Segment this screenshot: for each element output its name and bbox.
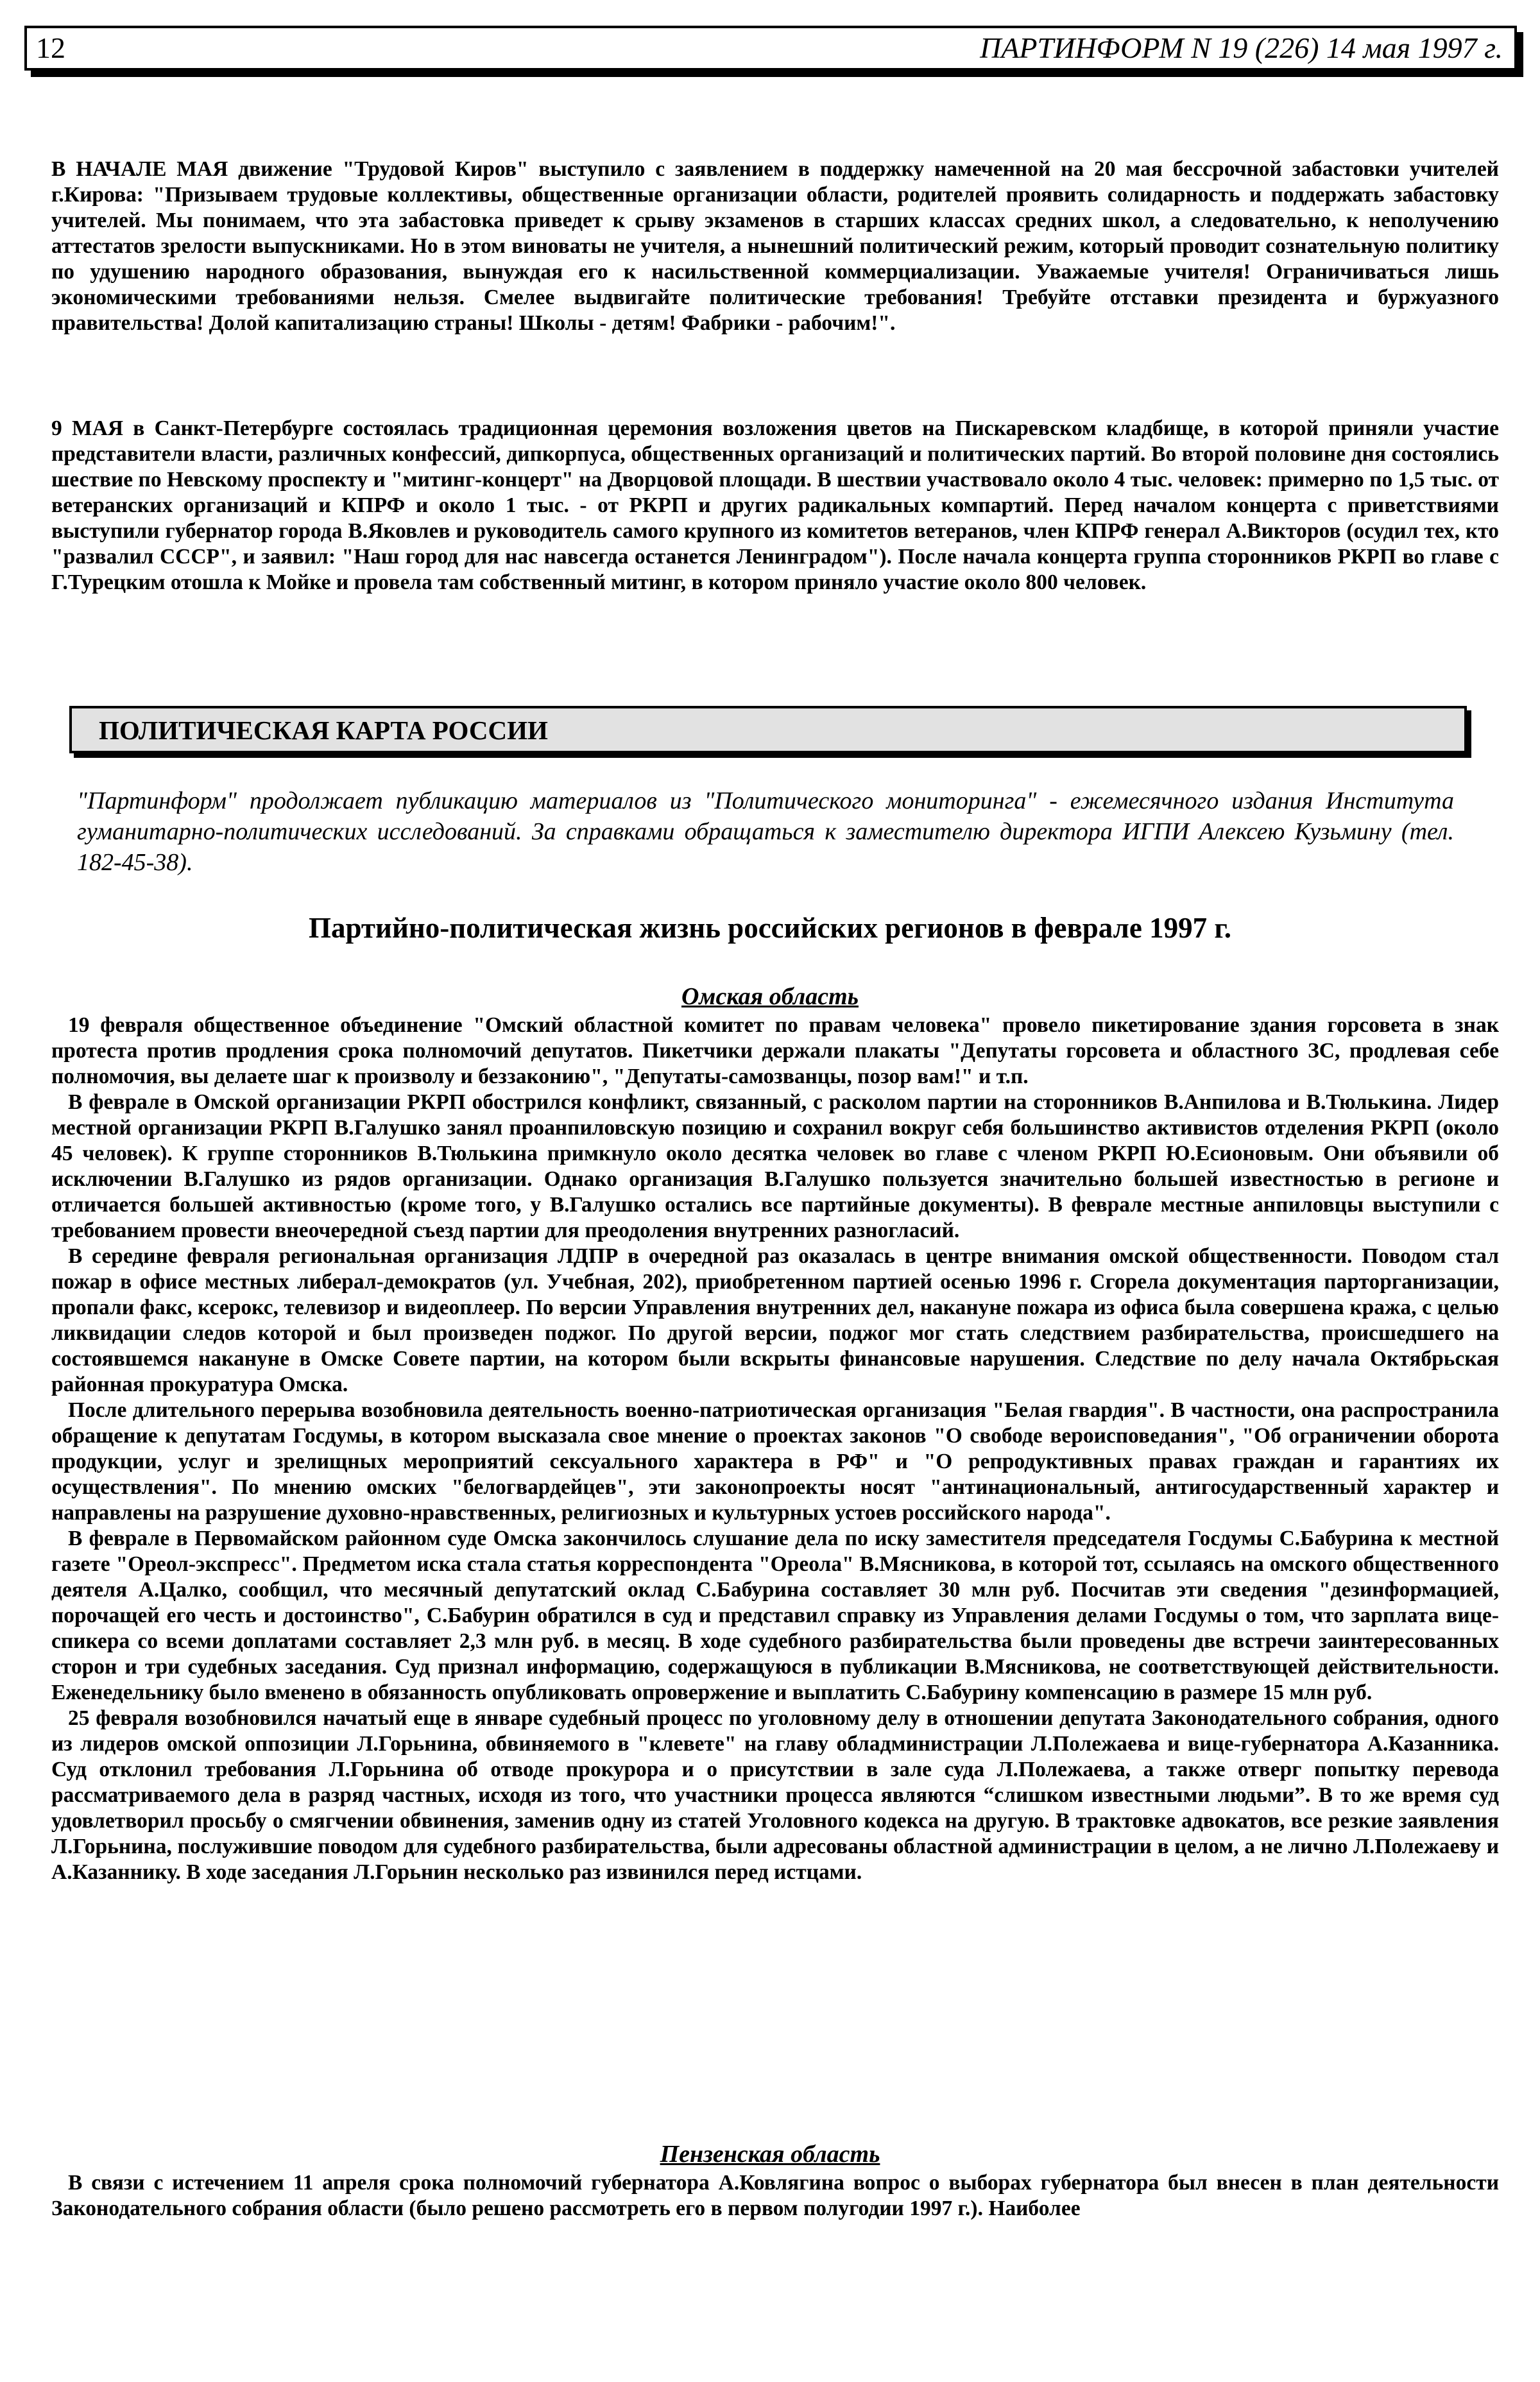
page-number: 12 [36,31,65,64]
paragraph: 19 февраля общественное объединение "Омский областной комитет по правам человека" провело пикетирование здания горсовета в знак протеста против продления срока полномочий депутатов. Пикетчики держали плакаты "Депутаты горсовета и областного ЗС, продлевая себе полномочия, вы делаете шаг к произволу и беззаконию", "Депутаты-самозванцы, позор вам!" и т.п. [51,1013,1499,1088]
section-intro: "Партинформ" продолжает публикацию материалов из "Политического мониторинга" - ежемесячного издания Института гуманитарно-политических исследований. За справками обращаться к заместителю директора ИГПИ Алексею Кузьмину (тел. 182-45-38). [77,787,1454,876]
paragraph: В связи с истечением 11 апреля срока полномочий губернатора А.Ковлягина вопрос о выборах губернатора был внесен в план деятельности Законодательного собрания области (было решено рассмотреть его в первом полугодии 1997 г.). Наиболее [51,2171,1499,2220]
section-heading: ПОЛИТИЧЕСКАЯ КАРТА РОССИИ [99,715,548,745]
paragraph: После длительного перерыва возобновила деятельность военно-патриотическая организация "Белая гвардия". В частности, она распространила обращение к депутатам Госдумы, в котором высказала свое мнение о проектах законов "О свободе вероисповедания", "Об ограничении оборота продукции, услуг и зрелищных мероприятий сексуального характера в РФ" и "О репродуктивных правах граждан и гарантиях их осуществления". По мнению омских "белогвардейцев", эти законопроекты носят "антинациональный, антигосударственный характер и направлены на разрушение духовно-нравственных, религиозных и культурных устоев российского народа". [51,1398,1499,1525]
issue-title: ПАРТИНФОРМ N 19 (226) 14 мая 1997 г. [980,31,1503,64]
region-heading-omsk: Омская область [681,983,859,1010]
section-heading-box [69,706,1467,753]
article-title: Партийно-политическая жизнь российских регионов в феврале 1997 г. [308,912,1232,944]
region-heading-penza: Пензенская область [660,2141,880,2168]
paragraph: В феврале в Первомайском районном суде Омска закончилось слушание дела по иску заместителя председателя Госдумы С.Бабурина к местной газете "Ореол-экспресс". Предметом иска стала статья корреспондента "Ореола" В.Мясникова, в которой тот, ссылаясь на омского общественного деятеля А.Цалко, сообщил, что месячный депутатский оклад С.Бабурина составляет 30 млн руб. Посчитав эти сведения "дезинформацией, порочащей его честь и достоинство", С.Бабурин обратился в суд и представил справку из Управления делами Госдумы о том, что зарплата вице-спикера со всеми доплатами составляет 2,3 млн руб. в месяц. В ходе судебного разбирательства были проведены две встречи заинтересованных сторон и три судебных заседания. Суд признал информацию, содержащуюся в публикации В.Мясникова, не соответствующей действительности. Еженедельнику было вменено в обязанность опубликовать опровержение и выплатить С.Бабурину компенсацию в размере 15 млн руб. [51,1527,1499,1704]
region-body-penza [51,2170,1499,2222]
paragraph: В середине февраля региональная организация ЛДПР в очередной раз оказалась в центре внимания омской общественности. Поводом стал пожар в офисе местных либерал-демократов (ул. Учебная, 202), приобретенном партией осенью 1996 г. Сгорела документация парторганизации, пропали факс, ксерокс, телевизор и видеоплеер. По версии Управления внутренних дел, накануне пожара из офиса была совершена кража, с целью ликвидации следов которой и был произведен поджог. По другой версии, поджог мог стать следствием разбирательства, происшедшего на состоявшемся накануне в Омске Совете партии, на котором были вскрыты финансовые нарушения. Следствие по делу начала Октябрьская районная прокуратура Омска. [51,1244,1499,1396]
page-header [24,26,1517,71]
region-body-omsk [51,1013,1499,1885]
news-item-petersburg: 9 МАЯ в Санкт-Петербурге состоялась традиционная церемония возложения цветов на Пискаревском кладбище, в которой приняли участие представители власти, различных конфессий, дипкорпуса, общественных организаций и политических партий. Во второй половине дня состоялись шествие по Невскому проспекту и "митинг-концерт" на Дворцовой площади. В шествии участвовало около 4 тыс. человек: примерно по 1,5 тыс. от ветеранских организаций и КПРФ и около 1 тыс. - от РКРП и других радикальных компартий. Перед началом концерта с приветствиями выступили губернатор города В.Яковлев и руководитель самого крупного из комитетов ветеранов, член КПРФ генерал А.Викторов (осудил тех, кто "развалил СССР", и заявил: "Наш город для нас навсегда останется Ленинградом"). После начала концерта группа сторонников РКРП во главе с Г.Турецким отошла к Мойке и провела там собственный митинг, в котором приняло участие около 800 человек. [51,416,1499,594]
paragraph: В феврале в Омской организации РКРП обострился конфликт, связанный, с расколом партии на сторонников В.Анпилова и В.Тюлькина. Лидер местной организации РКРП В.Галушко занял проанпиловскую позицию и сохранил вокруг себя большинство активистов отделения РКРП (около 45 человек). К группе сторонников В.Тюлькина примкнуло около десятка человек во главе с членом РКРП Ю.Есионовым. Они объявили об исключении В.Галушко из рядов организации. Однако организация В.Галушко пользуется значительно большей известностью в регионе и отличается большей активностью (кроме того, у В.Галушко остались все партийные документы). В феврале местные анпиловцы выступили с требованием провести внеочередной съезд партии для преодоления внутренних разногласий. [51,1090,1499,1242]
paragraph: 25 февраля возобновился начатый еще в январе судебный процесс по уголовному делу в отношении депутата Законодательного собрания, одного из лидеров омской оппозиции Л.Горьнина, обвиняемого в "клевете" на главу обладминистрации Л.Полежаева и вице-губернатора А.Казанника. Суд отклонил требования Л.Горьнина об отводе прокурора и о присутствии в зале суда Л.Полежаева, а также отверг попытку перевода рассматриваемого дела в разряд частных, исходя из того, что участники процесса являются “слишком известными людьми”. В то же время суд удовлетворил просьбу о смягчении обвинения, заменив одну из статей Уголовного кодекса на другую. В трактовке адвокатов, все резкие заявления Л.Горьнина, послужившие поводом для судебного разбирательства, были адресованы областной администрации в целом, а не лично Л.Полежаеву и А.Казаннику. В ходе заседания Л.Горьнин несколько раз извинился перед истцами. [51,1706,1499,1884]
news-item-kirov: В НАЧАЛЕ МАЯ движение "Трудовой Киров" выступило с заявлением в поддержку намеченной на 20 мая бессрочной забастовки учителей г.Кирова: "Призываем трудовые коллективы, общественные организации области, родителей проявить солидарность и поддержать забастовку учителей. Мы понимаем, что эта забастовка приведет к срыву экзаменов в старших классах средних школ, а следовательно, к неполучению аттестатов зрелости выпускниками. Но в этом виноваты не учителя, а нынешний политический режим, который проводит сознательную политику по удушению народного образования, вынуждая его к насильственной коммерциализации. Уважаемые учителя! Ограничиваться лишь экономическими требованиями нельзя. Смелее выдвигайте политические требования! Требуйте отставки президента и буржуазного правительства! Долой капитализацию страны! Школы - детям! Фабрики - рабочим!". [51,157,1499,335]
